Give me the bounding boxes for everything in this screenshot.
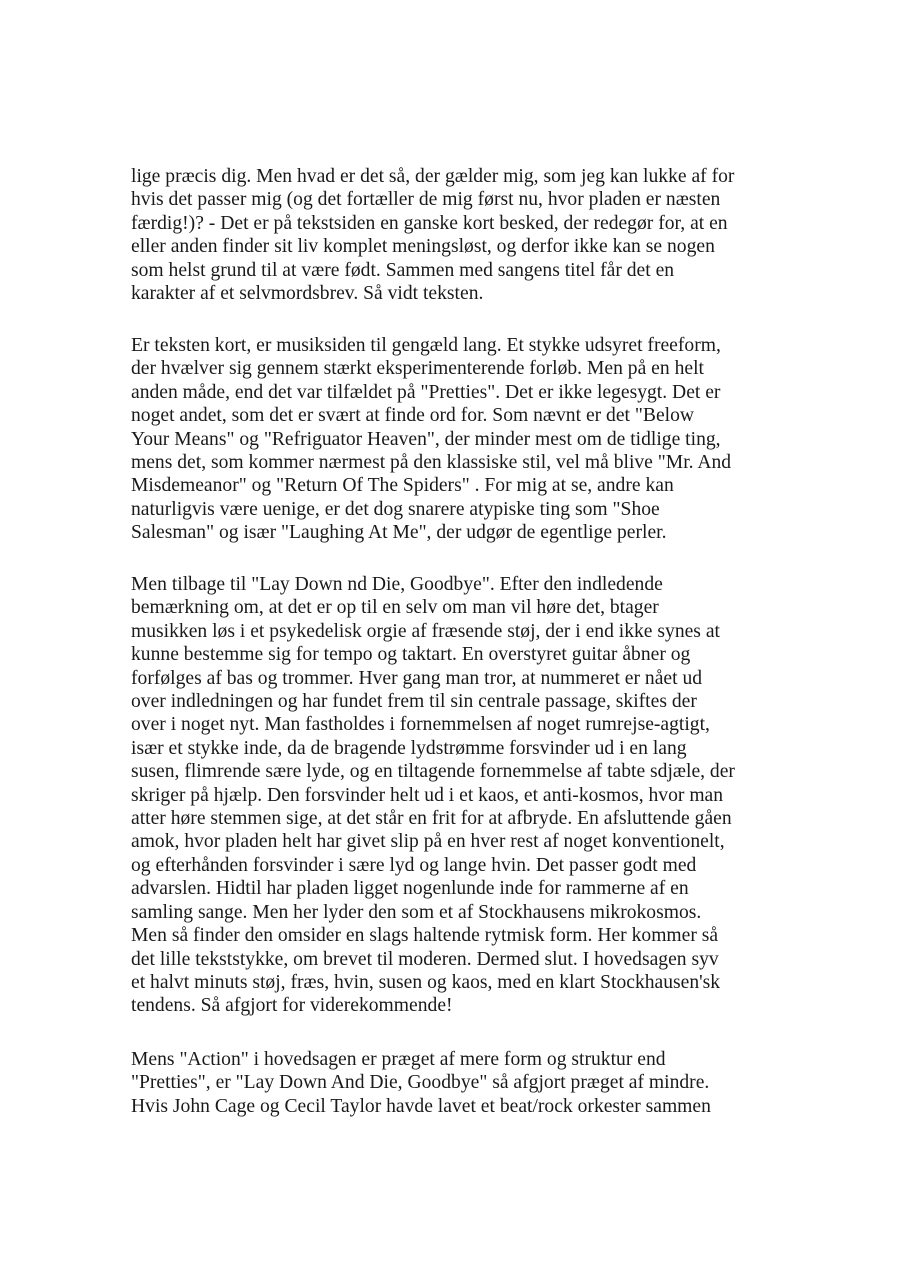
text-line: over indledningen og har fundet frem til sin centrale passage, skiftes der <box>131 691 697 713</box>
text-line: kunne bestemme sig for tempo og taktart. En overstyret guitar åbner og <box>131 644 691 666</box>
text-line: Salesman" og især "Laughing At Me", der udgør de egentlige perler. <box>131 522 667 544</box>
text-line: det lille tekststykke, om brevet til moderen. Dermed slut. I hovedsagen syv <box>131 948 719 970</box>
text-line: et halvt minuts støj, fræs, hvin, susen og kaos, med en klart Stockhausen'sk <box>131 971 721 993</box>
text-line: tendens. Så afgjort for viderekommende! <box>131 995 453 1017</box>
text-line: skriger på hjælp. Den forsvinder helt ud i et kaos, et anti-kosmos, hvor man <box>131 784 724 806</box>
text-line: bemærkning om, at det er op til en selv om man vil høre det, btager <box>131 597 659 619</box>
text-line: Misdemeanor" og "Return Of The Spiders" . For mig at se, andre kan <box>131 475 674 497</box>
paragraph-2 <box>131 334 781 545</box>
paragraph-3 <box>131 573 781 1018</box>
paragraph-4 <box>131 1048 781 1118</box>
text-line: noget andet, som det er svært at finde ord for. Som nævnt er det "Below <box>131 405 695 427</box>
text-line: Er teksten kort, er musiksiden til gengæld lang. Et stykke udsyret freeform, <box>131 335 721 356</box>
text-line: advarslen. Hidtil har pladen ligget nogenlunde inde for rammerne af en <box>131 878 689 900</box>
text-line: "Pretties", er "Lay Down And Die, Goodbye" så afgjort præget af mindre. <box>131 1072 710 1094</box>
text-line: samling sange. Men her lyder den som et af Stockhausens mikrokosmos. <box>131 901 702 923</box>
text-line: Mens "Action" i hovedsagen er præget af mere form og struktur end <box>131 1049 666 1070</box>
text-line: amok, hvor pladen helt har givet slip på en hver rest af noget konventionelt, <box>131 831 725 853</box>
text-line: susen, flimrende sære lyde, og en tiltagende fornemmelse af tabte sdjæle, der <box>131 761 735 783</box>
text-line: der hvælver sig gennem stærkt eksperimenterende forløb. Men på en helt <box>131 358 704 380</box>
text-line: over i noget nyt. Man fastholdes i fornemmelsen af noget rumrejse-agtigt, <box>131 714 710 736</box>
text-line: Men så finder den omsider en slags haltende rytmisk form. Her kommer så <box>131 925 719 947</box>
text-line: atter høre stemmen sige, at det står en frit for at afbryde. En afsluttende gåen <box>131 808 732 830</box>
text-line: naturligvis være uenige, er det dog snarere atypiske ting som "Shoe <box>131 498 660 520</box>
text-line: og efterhånden forsvinder i sære lyd og lange hvin. Det passer godt med <box>131 854 697 876</box>
text-line: som helst grund til at være født. Sammen med sangens titel får det en <box>131 259 675 281</box>
text-line: Men tilbage til "Lay Down nd Die, Goodbye". Efter den indledende <box>131 574 663 595</box>
text-line: musikken løs i et psykedelisk orgie af fræsende støj, der i end ikke synes at <box>131 620 720 642</box>
text-line: eller anden finder sit liv komplet meningsløst, og derfor ikke kan se nogen <box>131 236 715 258</box>
text-line: hvis det passer mig (og det fortæller de mig først nu, hvor pladen er næsten <box>131 189 721 211</box>
text-line: anden måde, end det var tilfældet på "Pretties". Det er ikke legesygt. Det er <box>131 381 721 403</box>
text-line: forfølges af bas og trommer. Hver gang man tror, at nummeret er nået ud <box>131 667 703 689</box>
text-line: karakter af et selvmordsbrev. Så vidt teksten. <box>131 283 484 305</box>
text-line: især et stykke inde, da de bragende lydstrømme forsvinder ud i en lang <box>131 737 687 759</box>
text-line: Your Means" og "Refriguator Heaven", der minder mest om de tidlige ting, <box>131 428 721 450</box>
text-line: Hvis John Cage og Cecil Taylor havde lavet et beat/rock orkester sammen <box>131 1095 711 1117</box>
paragraph-1 <box>131 165 781 305</box>
text-line: lige præcis dig. Men hvad er det så, der gælder mig, som jeg kan lukke af for <box>131 166 735 187</box>
text-line: mens det, som kommer nærmest på den klassiske stil, vel må blive "Mr. And <box>131 452 732 474</box>
text-line: færdig!)? - Det er på tekstsiden en ganske kort besked, der redegør for, at en <box>131 212 728 234</box>
